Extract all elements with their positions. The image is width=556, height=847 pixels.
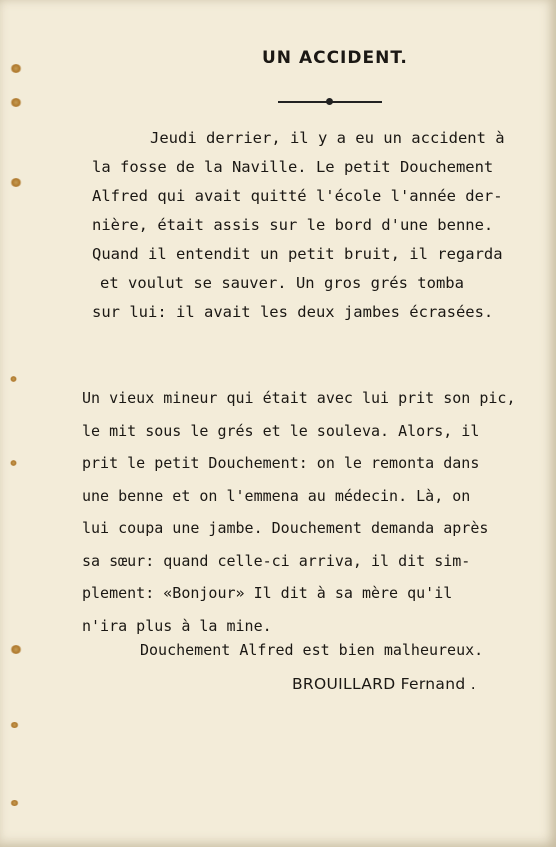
text-line: Un vieux mineur qui était avec lui prit son pic, <box>82 389 516 407</box>
text-line: lui coupa une jambe. Douchement demanda après <box>82 519 489 537</box>
text-line: la fosse de la Naville. Le petit Douchement <box>92 158 494 176</box>
text-line: n'ira plus à la mine. <box>82 616 272 635</box>
closing-line: Douchement Alfred est bien malheureux. <box>140 641 484 659</box>
text-line: Alfred qui avait quitté l'école l'année der- <box>92 187 503 205</box>
text-line: sur lui: il avait les deux jambes écrasées. <box>92 303 494 321</box>
author-signature: BROUILLARD Fernand . <box>292 675 476 693</box>
punch-hole-stain <box>10 722 19 728</box>
text-line: sa sœur: quand celle-ci arriva, il dit sim- <box>82 551 471 570</box>
punch-hole-stain <box>10 376 17 382</box>
paragraph-1 <box>92 124 522 327</box>
text-line: et voulut se sauver. Un gros grés tomba <box>100 274 464 292</box>
text-line: prit le petit Douchement: on le remonta dans <box>82 454 480 472</box>
punch-hole-stain <box>10 460 17 466</box>
text-line: une benne et on l'emmena au médecin. Là, on <box>82 486 471 505</box>
punch-hole-stain <box>10 645 22 654</box>
punch-hole-stain <box>10 178 22 187</box>
title-divider-ornament <box>326 98 333 105</box>
paragraph-2 <box>82 382 542 642</box>
text-line: nière, était assis sur le bord d'une benne. <box>92 216 494 234</box>
text-line: Jeudi derrier, il y a eu un accident à <box>150 129 505 147</box>
punch-hole-stain <box>10 800 19 806</box>
punch-hole-stain <box>10 98 22 107</box>
punch-hole-stain <box>10 64 22 73</box>
text-line: le mit sous le grés et le souleva. Alors, il <box>82 421 480 440</box>
text-line: Quand il entendit un petit bruit, il regarda <box>92 245 503 263</box>
document-title: UN ACCIDENT. <box>262 48 408 68</box>
text-line: plement: «Bonjour» Il dit à sa mère qu'il <box>82 584 453 602</box>
